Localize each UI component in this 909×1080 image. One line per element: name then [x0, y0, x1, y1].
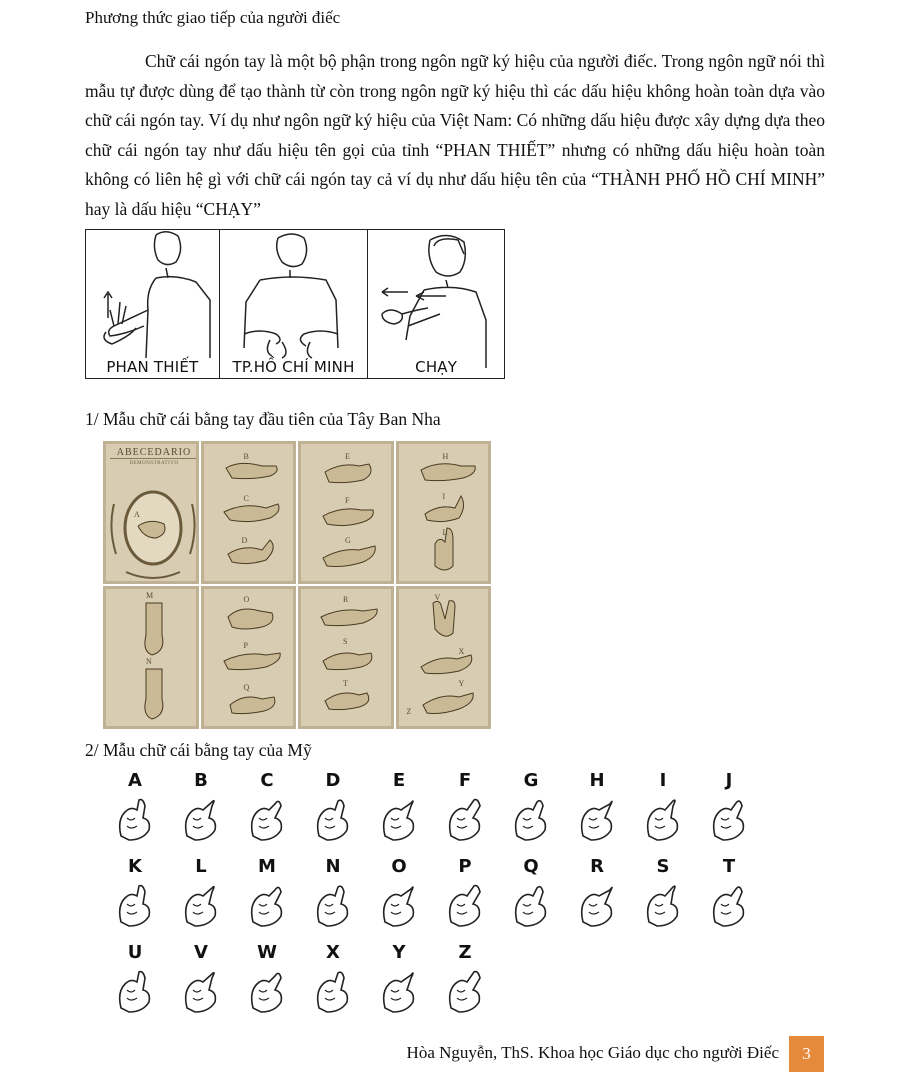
plate-letter: I	[442, 492, 446, 501]
plate-letter: A	[134, 510, 140, 519]
asl-letter-label: I	[659, 770, 667, 791]
plate-letter: D	[241, 536, 248, 545]
hand-sign-icon	[113, 882, 157, 928]
asl-letter-label: Z	[458, 942, 472, 963]
plate-letter: Y	[458, 679, 465, 688]
hand-sign-icon	[113, 968, 157, 1014]
asl-letter-label: V	[194, 942, 208, 963]
plate-r-s-t	[298, 586, 394, 729]
hand-sign-icon	[113, 796, 157, 842]
asl-letter-item	[237, 942, 297, 1014]
asl-letter-label: P	[458, 856, 472, 877]
asl-letter-label: Q	[523, 856, 539, 877]
hand-sign-icon	[245, 968, 289, 1014]
asl-letter-item	[105, 770, 165, 842]
sign-examples-table	[85, 229, 505, 379]
signer-phan-thiet-icon	[86, 230, 220, 378]
plate-letter: R	[343, 595, 349, 604]
asl-letter-item	[171, 856, 231, 928]
page-header-title: Phương thức giao tiếp của người điếc	[85, 8, 341, 27]
asl-letter-item	[237, 856, 297, 928]
hand-sign-icon	[575, 882, 619, 928]
sign-cell-chay	[368, 230, 504, 378]
plate-letter: L	[442, 528, 448, 537]
plate-e-f-g	[298, 441, 394, 584]
plate-m-n	[103, 586, 199, 729]
hand-sign-icon	[179, 882, 223, 928]
asl-letter-item	[105, 856, 165, 928]
hand-sign-icon	[575, 796, 619, 842]
intro-paragraph: Chữ cái ngón tay là một bộ phận trong ngôn ngữ ký hiệu của người điếc. Trong ngôn ngữ nói thì mẫu tự được dùng để tạo thành từ còn trong ngôn ngữ ký hiệu thì các dấu hiệu không hoàn toàn dựa vào chữ cái ngón tay. Ví dụ như ngôn ngữ ký hiệu của Việt Nam: Có những dấu hiệu được xây dựng dựa theo chữ cái ngón tay như dấu hiệu tên gọi của tỉnh “PHAN THIẾT” nhưng có những dấu hiệu hoàn toàn không có liên hệ gì với chữ cái ngón tay cả ví dụ như dấu hiệu tên của “THÀNH PHỐ HỒ CHÍ MINH” hay là dấu hiệu “CHẠY”	[85, 51, 825, 219]
plate-letter: X	[458, 647, 465, 656]
hand-sign-icon	[311, 796, 355, 842]
asl-letter-label: T	[722, 856, 736, 877]
hand-sign-icon	[641, 796, 685, 842]
hand-sign-icon	[245, 882, 289, 928]
asl-letter-label: G	[523, 770, 539, 791]
asl-letter-label: R	[590, 856, 604, 877]
hand-sign-icon	[443, 882, 487, 928]
hand-sign-icon	[377, 882, 421, 928]
plate-b-c-d	[201, 441, 297, 584]
signer-ho-chi-minh-icon	[220, 230, 369, 378]
plate-letter: F	[345, 496, 350, 505]
asl-letter-item	[699, 770, 759, 842]
asl-letter-item	[633, 856, 693, 928]
asl-letter-label: L	[195, 856, 207, 877]
sign-caption: TP.HỒ CHÍ MINH	[232, 358, 355, 376]
hand-shapes-icon	[301, 589, 394, 729]
asl-letter-item	[501, 856, 561, 928]
page-number-badge: 3	[789, 1036, 824, 1072]
plate-letter: O	[243, 595, 250, 604]
asl-letter-item	[303, 770, 363, 842]
hand-sign-icon	[509, 796, 553, 842]
hand-sign-icon	[443, 968, 487, 1014]
hand-sign-icon	[179, 968, 223, 1014]
plate-letter: G	[345, 536, 351, 545]
asl-letter-item	[699, 856, 759, 928]
american-section-heading: 2/ Mẫu chữ cái bằng tay của Mỹ	[85, 740, 312, 760]
plate-letter: V	[434, 593, 441, 602]
asl-letter-label: M	[258, 856, 276, 877]
asl-letter-label: U	[127, 942, 143, 963]
hand-sign-icon	[443, 796, 487, 842]
asl-letter-item	[303, 856, 363, 928]
plate-letter: Z	[406, 707, 412, 716]
asl-letter-label: S	[656, 856, 670, 877]
asl-letter-label: E	[392, 770, 406, 791]
ornate-frame-icon	[106, 444, 199, 584]
asl-letter-item	[369, 942, 429, 1014]
plate-letter: H	[442, 452, 449, 461]
plate-letter: C	[243, 494, 249, 503]
footer-author: Hòa Nguyễn, ThS. Khoa học Giáo dục cho người Điếc	[406, 1043, 779, 1062]
sign-cell-phan-thiet	[86, 230, 220, 378]
sign-caption: PHAN THIẾT	[106, 358, 199, 376]
asl-letter-label: O	[391, 856, 407, 877]
asl-letter-label: B	[194, 770, 208, 791]
hand-sign-icon	[509, 882, 553, 928]
asl-letter-item	[105, 942, 165, 1014]
plate-letter: M	[146, 591, 154, 600]
asl-letter-label: K	[128, 856, 142, 877]
hand-sign-icon	[377, 968, 421, 1014]
plate-letter: N	[146, 657, 152, 666]
asl-letter-item	[369, 856, 429, 928]
hand-shapes-icon	[106, 589, 199, 729]
title-plate	[103, 441, 199, 584]
hand-sign-icon	[377, 796, 421, 842]
sign-caption: CHẠY	[415, 358, 458, 376]
asl-letter-item	[633, 770, 693, 842]
plate-letter: B	[243, 452, 249, 461]
asl-letter-item	[303, 942, 363, 1014]
hand-shapes-icon	[204, 444, 297, 584]
spanish-section-heading: 1/ Mẫu chữ cái bằng tay đầu tiên của Tây Ban Nha	[85, 409, 441, 429]
hand-sign-icon	[179, 796, 223, 842]
asl-letter-label: N	[325, 856, 341, 877]
hand-sign-icon	[311, 882, 355, 928]
plate-letter: E	[345, 452, 350, 461]
plate-subtitle: DEMONSTRATIVO	[129, 461, 179, 466]
plate-letter: S	[343, 637, 348, 646]
asl-letter-item	[171, 770, 231, 842]
hand-sign-icon	[311, 968, 355, 1014]
asl-letter-item	[567, 856, 627, 928]
asl-letter-item	[567, 770, 627, 842]
asl-letter-label: C	[260, 770, 274, 791]
plate-title: ABECEDARIO	[110, 447, 198, 459]
spanish-alphabet-plates	[103, 441, 491, 729]
hand-shapes-icon	[399, 589, 492, 729]
signer-chay-icon	[368, 230, 504, 378]
asl-letter-label: D	[325, 770, 341, 791]
american-alphabet-chart	[105, 770, 765, 1030]
hand-sign-icon	[641, 882, 685, 928]
hand-shapes-icon	[399, 444, 492, 584]
hand-shapes-icon	[301, 444, 394, 584]
asl-letter-item	[501, 770, 561, 842]
plate-letter: Q	[243, 683, 250, 692]
sign-cell-ho-chi-minh	[220, 230, 369, 378]
asl-letter-item	[435, 770, 495, 842]
asl-letter-label: Y	[392, 942, 406, 963]
asl-letter-label: W	[257, 942, 277, 963]
asl-letter-label: H	[589, 770, 605, 791]
plate-letter: P	[243, 641, 248, 650]
asl-letter-label: A	[128, 770, 142, 791]
plate-letter: T	[343, 679, 348, 688]
asl-letter-item	[237, 770, 297, 842]
hand-sign-icon	[707, 796, 751, 842]
asl-letter-label: F	[458, 770, 472, 791]
asl-letter-item	[171, 942, 231, 1014]
asl-letter-label: X	[326, 942, 340, 963]
asl-letter-item	[369, 770, 429, 842]
hand-shapes-icon	[204, 589, 297, 729]
asl-letter-label: J	[725, 770, 733, 791]
hand-sign-icon	[245, 796, 289, 842]
hand-sign-icon	[707, 882, 751, 928]
plate-h-i-l	[396, 441, 492, 584]
asl-letter-item	[435, 942, 495, 1014]
asl-letter-item	[435, 856, 495, 928]
plate-o-p-q	[201, 586, 297, 729]
plate-v-x-y-z	[396, 586, 492, 729]
